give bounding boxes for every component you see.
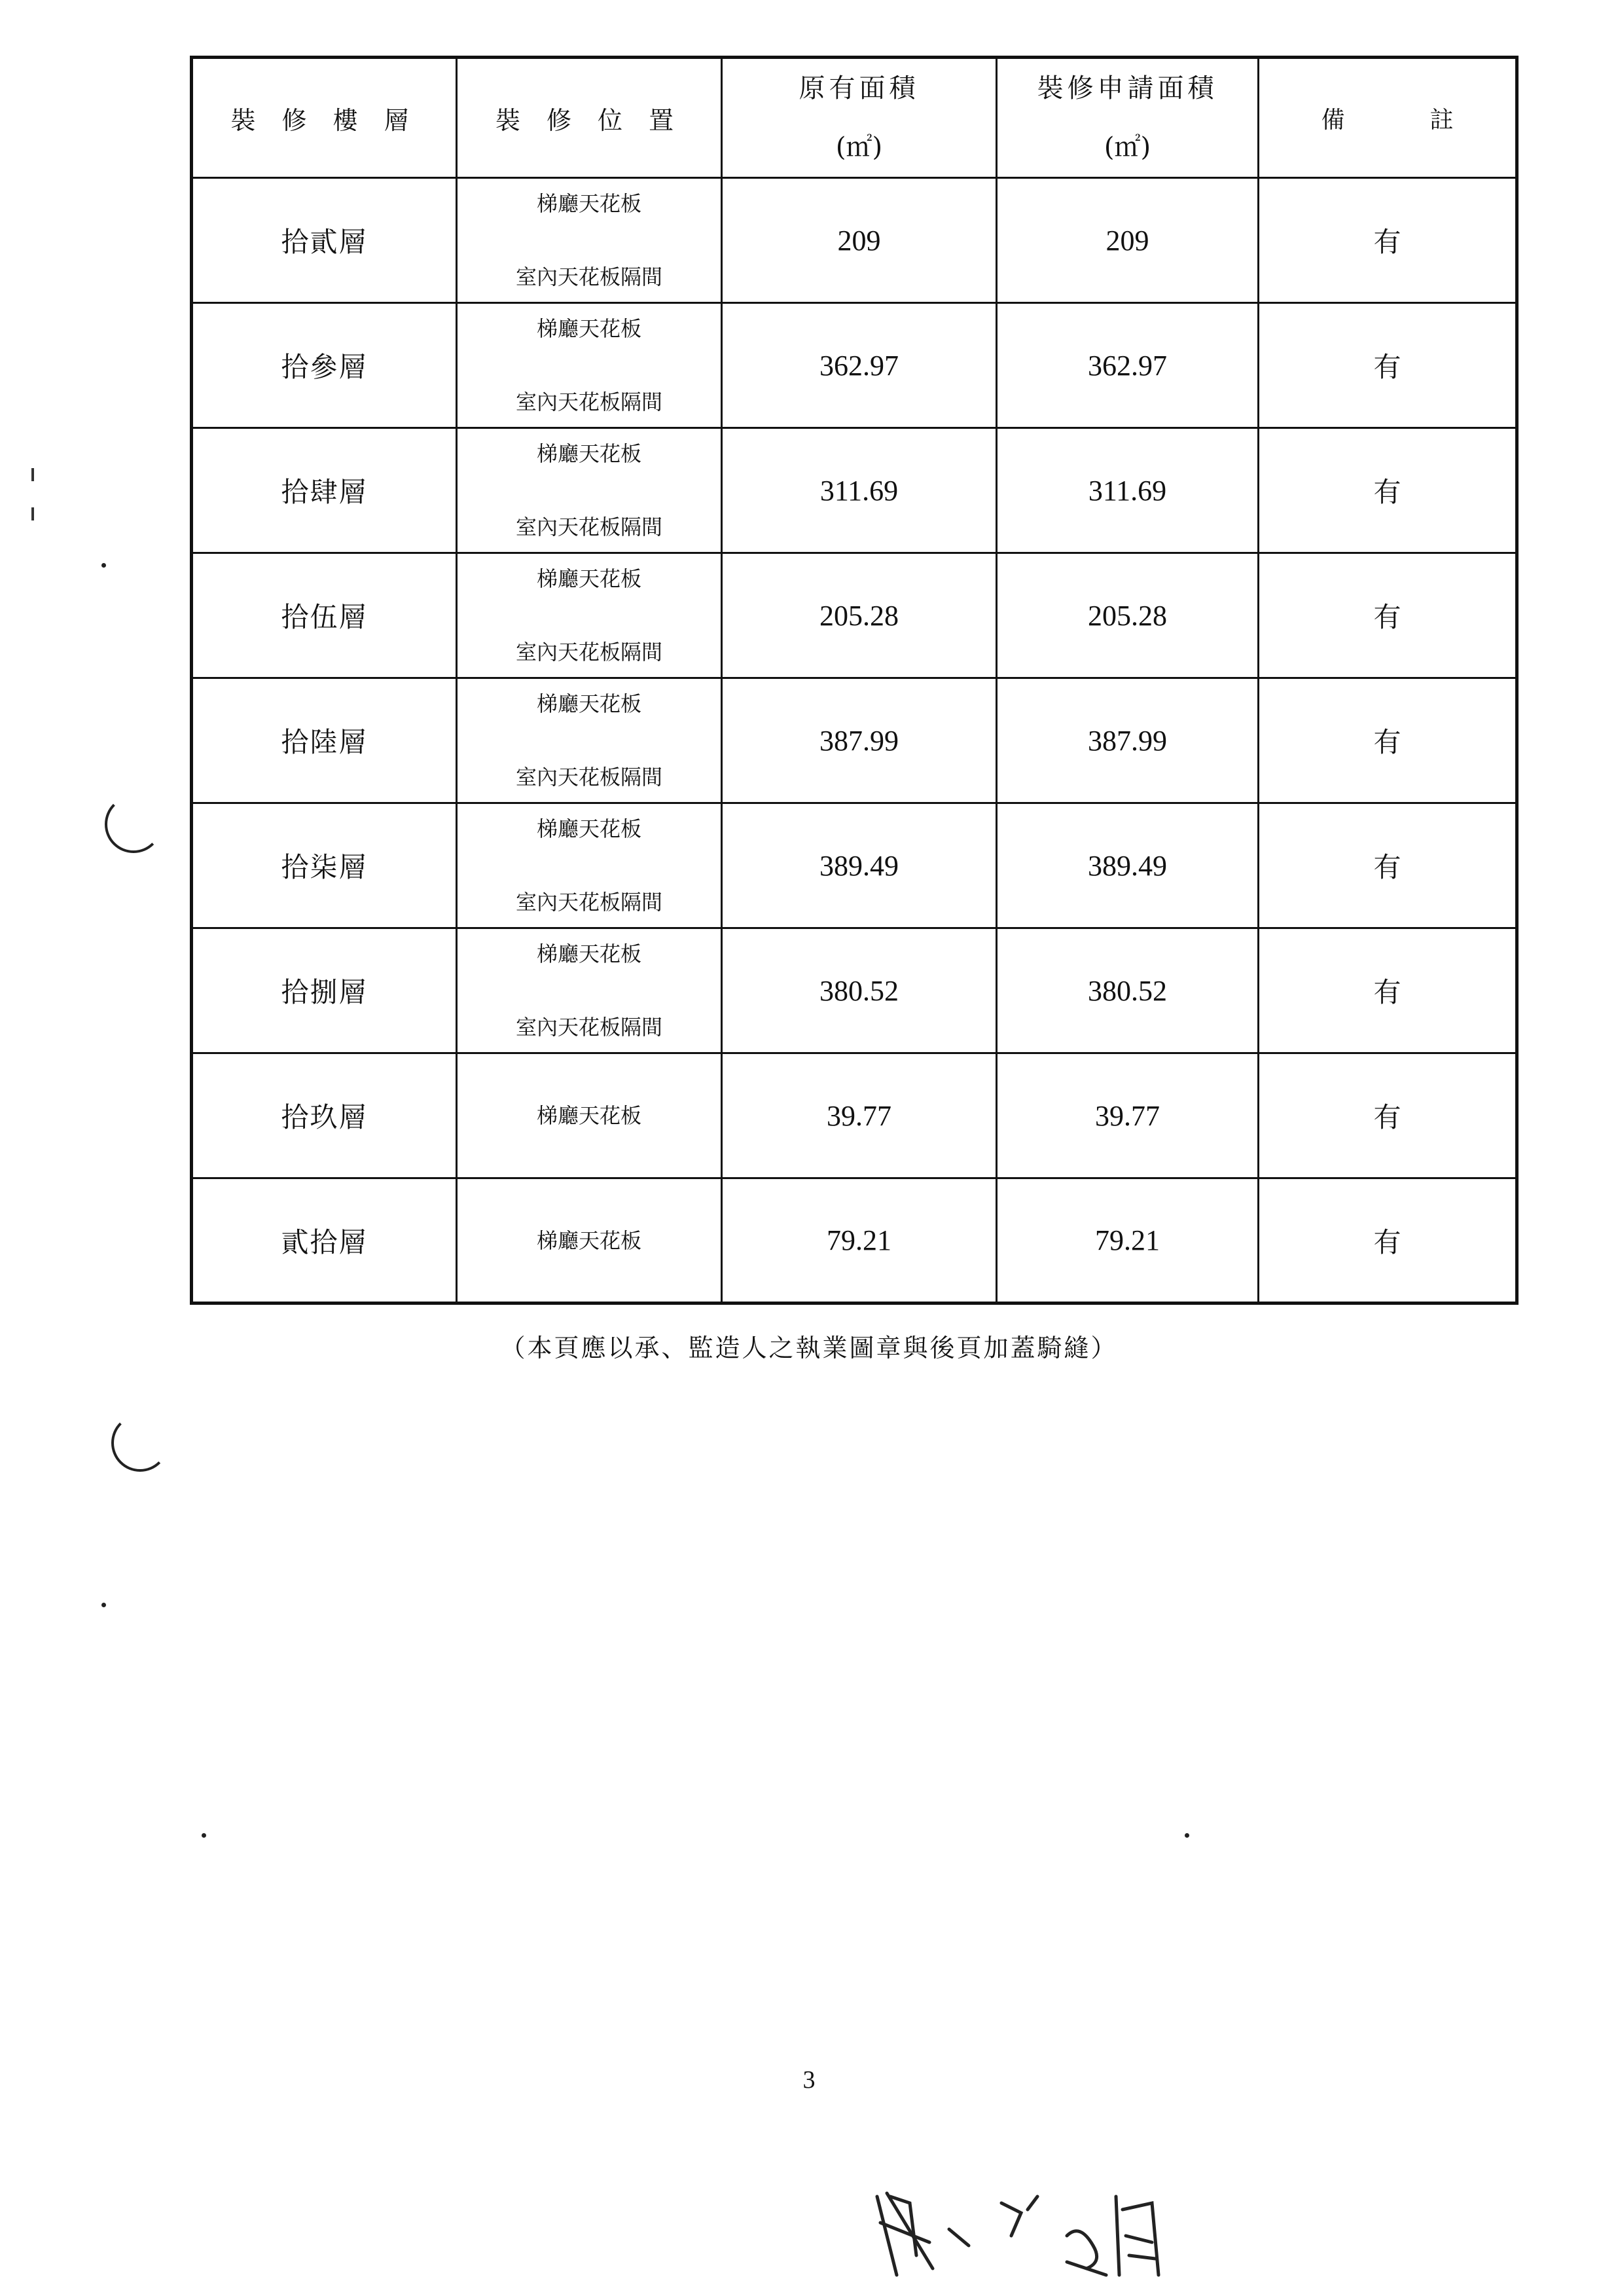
location-line-2: 室內天花板隔間 <box>515 264 662 289</box>
remark-cell: 有 <box>1259 428 1517 553</box>
header-remark <box>1259 58 1517 178</box>
location-line-2: 室內天花板隔間 <box>515 1015 662 1040</box>
remark-cell: 有 <box>1259 178 1517 303</box>
location-line-2: 室內天花板隔間 <box>515 515 662 539</box>
remark-cell: 有 <box>1259 803 1517 928</box>
remark-cell: 有 <box>1259 928 1517 1053</box>
remark-cell: 有 <box>1259 1053 1517 1178</box>
remark-cell: 有 <box>1259 553 1517 678</box>
applied-area-cell: 209 <box>997 178 1259 303</box>
applied-area-cell: 389.49 <box>997 803 1259 928</box>
location-cell <box>457 928 722 1053</box>
header-remark-left: 備 <box>1321 106 1345 134</box>
table-row <box>192 178 1517 303</box>
table-row <box>192 1178 1517 1303</box>
floor-cell: 拾陸層 <box>192 678 457 803</box>
location-line-1: 梯廳天花板 <box>536 316 641 341</box>
location-cell <box>457 553 722 678</box>
applied-area-cell: 311.69 <box>997 428 1259 553</box>
location-cell <box>457 303 722 428</box>
header-original-area <box>722 58 997 178</box>
header-applied-area-unit: (㎡) <box>1104 132 1151 162</box>
location-line-2: 室內天花板隔間 <box>515 640 662 665</box>
remark-cell: 有 <box>1259 303 1517 428</box>
floor-cell: 拾肆層 <box>192 428 457 553</box>
table-row <box>192 803 1517 928</box>
remark-cell: 有 <box>1259 678 1517 803</box>
location-cell <box>457 678 722 803</box>
original-area-cell: 362.97 <box>722 303 997 428</box>
binder-hole-mark-icon <box>111 1414 169 1472</box>
location-cell <box>457 1178 722 1303</box>
original-area-cell: 79.21 <box>722 1178 997 1303</box>
location-line-1: 梯廳天花板 <box>536 941 641 966</box>
floor-cell: 拾柒層 <box>192 803 457 928</box>
original-area-cell: 311.69 <box>722 428 997 553</box>
applied-area-cell: 205.28 <box>997 553 1259 678</box>
seal-stamp-icon <box>871 2183 1165 2282</box>
floor-cell: 貳拾層 <box>192 1178 457 1303</box>
location-line-1: 梯廳天花板 <box>536 1228 641 1253</box>
header-location: 裝 修 位 置 <box>457 58 722 178</box>
location-cell <box>457 428 722 553</box>
scan-speck-icon <box>1185 1833 1189 1838</box>
location-line-1: 梯廳天花板 <box>536 1103 641 1128</box>
location-line-2: 室內天花板隔間 <box>515 890 662 915</box>
header-remark-right: 註 <box>1429 106 1454 134</box>
floor-cell: 拾伍層 <box>192 553 457 678</box>
table-row <box>192 303 1517 428</box>
remark-cell: 有 <box>1259 1178 1517 1303</box>
location-line-1: 梯廳天花板 <box>536 191 641 216</box>
header-floor: 裝 修 樓 層 <box>192 58 457 178</box>
table-row <box>192 1053 1517 1178</box>
original-area-cell: 39.77 <box>722 1053 997 1178</box>
applied-area-cell: 79.21 <box>997 1178 1259 1303</box>
floor-cell: 拾玖層 <box>192 1053 457 1178</box>
table-row <box>192 678 1517 803</box>
scan-speck-icon <box>101 563 106 568</box>
header-applied-area <box>997 58 1259 178</box>
location-line-1: 梯廳天花板 <box>536 691 641 716</box>
location-cell <box>457 178 722 303</box>
applied-area-cell: 39.77 <box>997 1053 1259 1178</box>
scan-speck-icon <box>202 1833 206 1838</box>
header-original-area-unit: (㎡) <box>835 132 883 162</box>
floor-cell: 拾貳層 <box>192 178 457 303</box>
floor-cell: 拾捌層 <box>192 928 457 1053</box>
page-number: 3 <box>802 2066 816 2094</box>
original-area-cell: 387.99 <box>722 678 997 803</box>
table-row <box>192 928 1517 1053</box>
scan-speck-icon <box>31 507 34 520</box>
location-line-1: 梯廳天花板 <box>536 816 641 841</box>
applied-area-cell: 387.99 <box>997 678 1259 803</box>
header-original-area-label: 原有面積 <box>799 73 920 103</box>
original-area-cell: 380.52 <box>722 928 997 1053</box>
footnote: （本頁應以承、監造人之執業圖章與後頁加蓋騎縫） <box>500 1334 1118 1362</box>
original-area-cell: 209 <box>722 178 997 303</box>
renovation-area-table <box>190 56 1519 1305</box>
applied-area-cell: 380.52 <box>997 928 1259 1053</box>
table-row <box>192 428 1517 553</box>
table-row <box>192 553 1517 678</box>
binder-hole-mark-icon <box>105 795 162 853</box>
location-cell <box>457 1053 722 1178</box>
table-header-row <box>192 58 1517 178</box>
scan-speck-icon <box>101 1603 106 1607</box>
scan-speck-icon <box>31 468 34 481</box>
location-line-1: 梯廳天花板 <box>536 566 641 591</box>
original-area-cell: 205.28 <box>722 553 997 678</box>
location-cell <box>457 803 722 928</box>
floor-cell: 拾參層 <box>192 303 457 428</box>
header-applied-area-label: 裝修申請面積 <box>1037 73 1218 103</box>
location-line-2: 室內天花板隔間 <box>515 390 662 414</box>
original-area-cell: 389.49 <box>722 803 997 928</box>
location-line-2: 室內天花板隔間 <box>515 765 662 790</box>
location-line-1: 梯廳天花板 <box>536 441 641 466</box>
applied-area-cell: 362.97 <box>997 303 1259 428</box>
